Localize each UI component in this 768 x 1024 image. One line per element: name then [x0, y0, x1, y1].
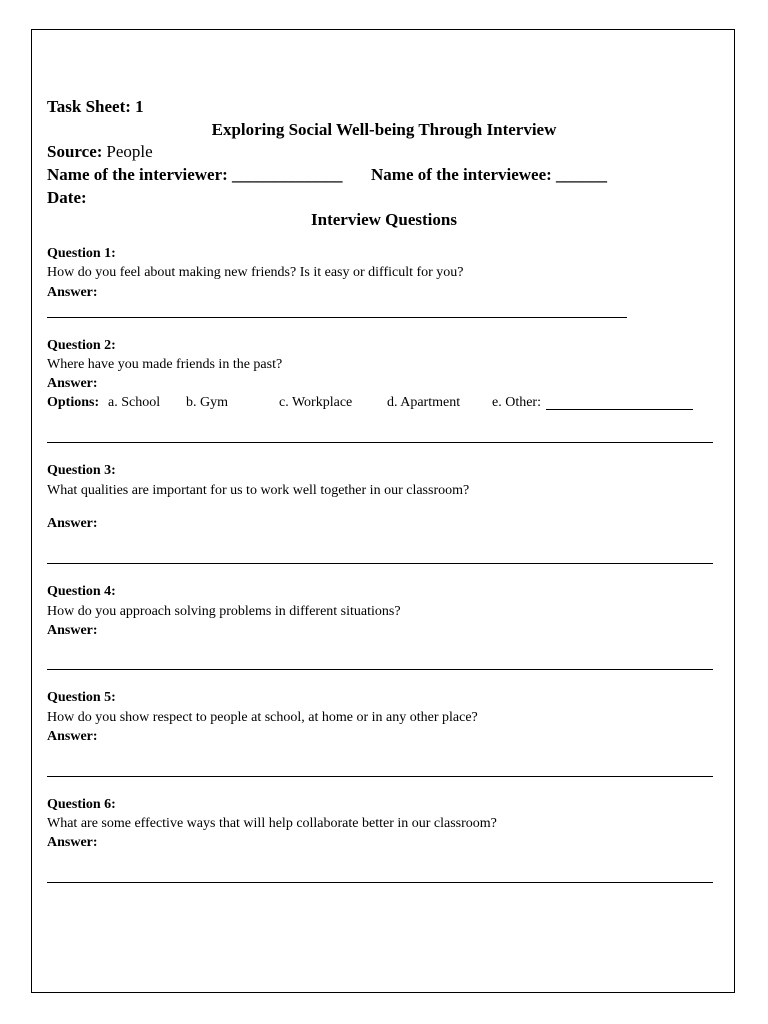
question-4-text: How do you approach solving problems in different situations? [47, 604, 401, 619]
question-4-answer-label: Answer: [47, 623, 98, 638]
section-title: Interview Questions [311, 210, 457, 229]
source-value: People [106, 142, 153, 161]
interviewee-name-field[interactable]: Name of the interviewee: ______ [371, 165, 608, 184]
question-3-answer-label: Answer: [47, 516, 98, 531]
worksheet-title: Exploring Social Well-being Through Interview [211, 120, 557, 139]
question-1-answer-label: Answer: [47, 285, 98, 300]
question-6-text: What are some effective ways that will help collaborate better in our classroom? [47, 816, 497, 831]
source-label: Source: [47, 142, 103, 161]
question-3-answer-line[interactable] [47, 563, 713, 564]
question-6-answer-line[interactable] [47, 882, 713, 883]
question-4-label: Question 4: [47, 584, 116, 599]
option-gym[interactable]: b. Gym [186, 395, 228, 410]
question-5-answer-line[interactable] [47, 776, 713, 777]
date-field[interactable]: Date: [47, 188, 87, 207]
question-1-text: How do you feel about making new friends? Is it easy or difficult for you? [47, 265, 464, 280]
option-other-blank[interactable] [546, 409, 693, 410]
option-other[interactable]: e. Other: [492, 395, 541, 410]
option-apartment[interactable]: d. Apartment [387, 395, 461, 410]
question-5-label: Question 5: [47, 690, 116, 705]
source-line [47, 143, 153, 161]
question-3-text: What qualities are important for us to work well together in our classroom? [47, 483, 470, 498]
option-school[interactable]: a. School [108, 395, 161, 410]
question-6-label: Question 6: [47, 797, 116, 812]
question-1-label: Question 1: [47, 246, 116, 261]
question-5-answer-label: Answer: [47, 729, 98, 744]
question-1-answer-line[interactable] [47, 317, 627, 318]
question-2-options-label: Options: [47, 395, 100, 410]
question-2-answer-label: Answer: [47, 376, 98, 391]
question-4-answer-line[interactable] [47, 669, 713, 670]
interviewer-name-field[interactable]: Name of the interviewer: _____________ [47, 165, 343, 184]
question-3-label: Question 3: [47, 463, 116, 478]
question-2-label: Question 2: [47, 338, 116, 353]
question-5-text: How do you show respect to people at school, at home or in any other place? [47, 710, 478, 725]
task-sheet-label: Task Sheet: 1 [47, 97, 144, 116]
question-2-text: Where have you made friends in the past? [47, 357, 283, 372]
option-workplace[interactable]: c. Workplace [279, 395, 353, 410]
question-6-answer-label: Answer: [47, 835, 98, 850]
question-2-answer-line[interactable] [47, 442, 713, 443]
